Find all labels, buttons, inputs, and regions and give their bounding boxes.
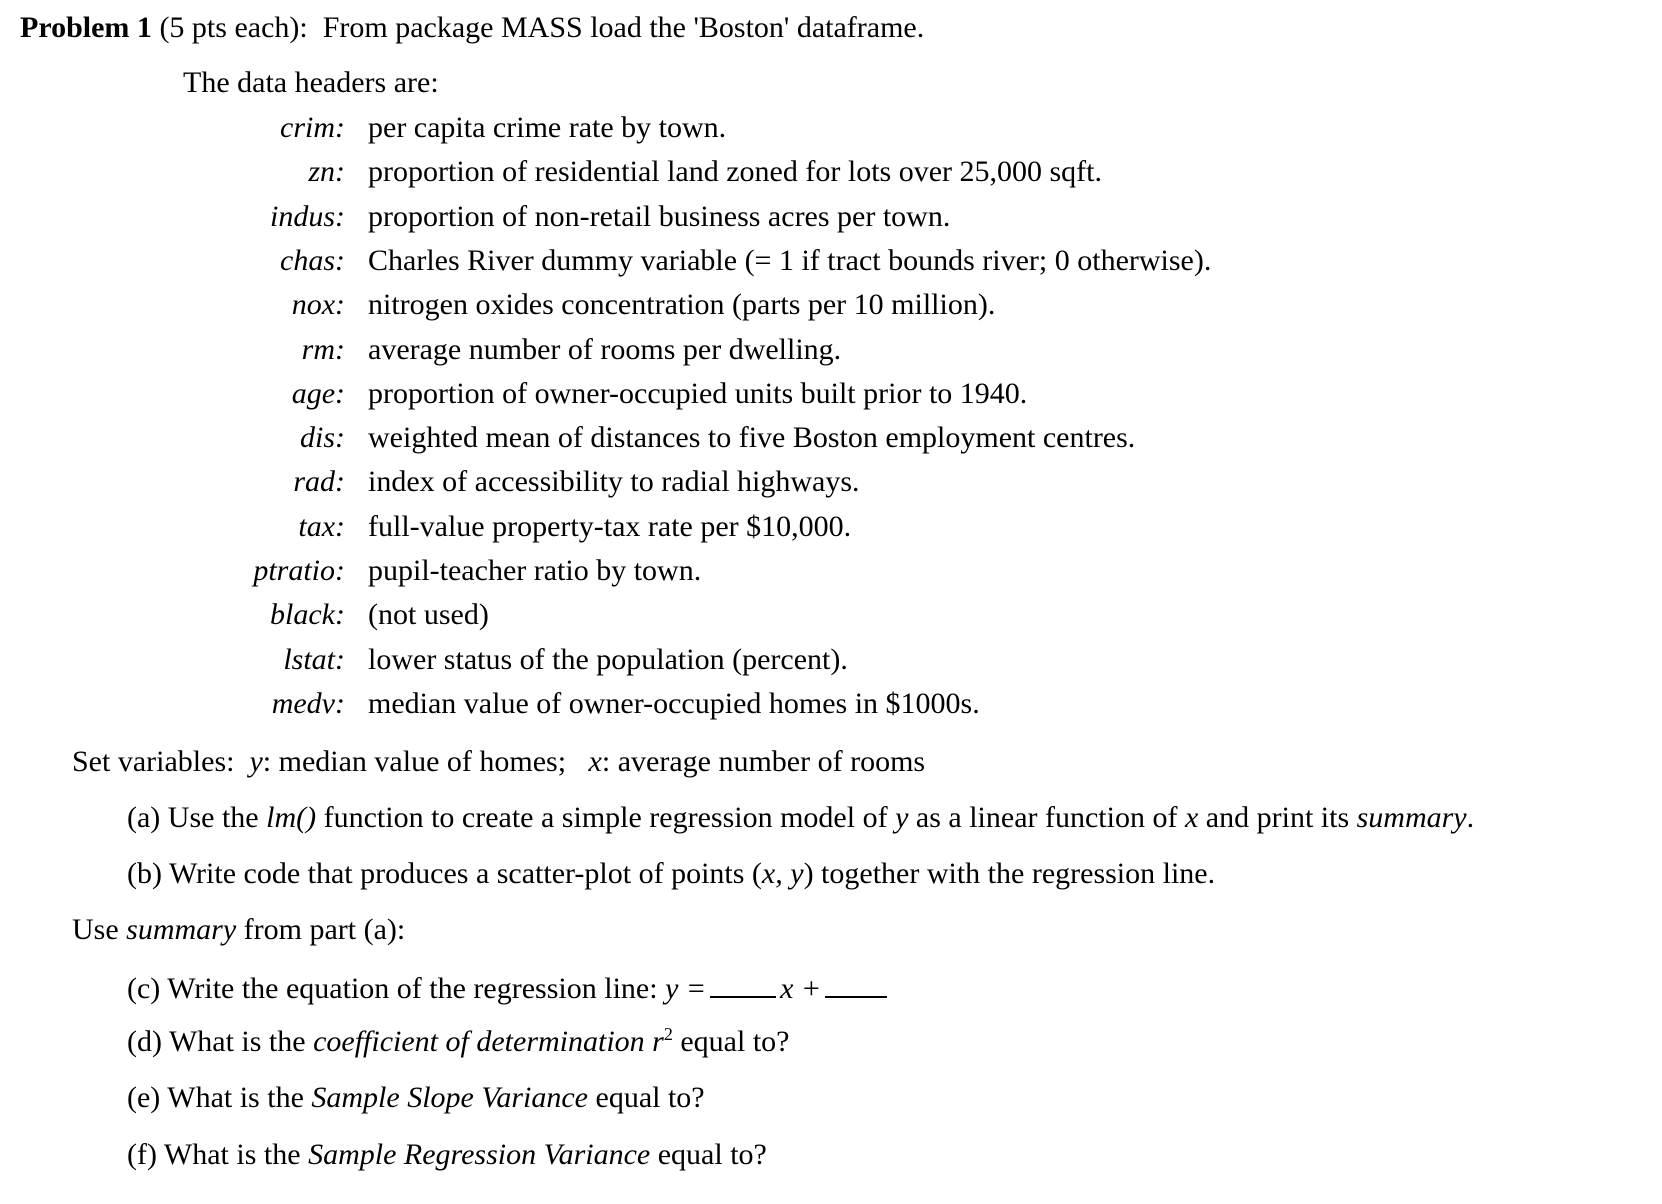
question-f (127, 1137, 767, 1173)
problem-title (20, 10, 924, 46)
set-variables-prefix: Set variables: (72, 745, 235, 778)
lm-function: lm() (266, 801, 317, 834)
x-variable: x (588, 745, 602, 778)
definition-description: proportion of owner-occupied units built prior to 1940. (368, 377, 1028, 410)
definition-name: zn: (308, 155, 345, 188)
y-variable: y (249, 745, 263, 778)
question-d-term: coefficient of determination (313, 1025, 645, 1058)
question-f-text-2: equal to? (650, 1138, 767, 1171)
definition-description: average number of rooms per dwelling. (368, 333, 842, 366)
question-b-xy: x, y (761, 857, 804, 890)
problem-points: (5 pts each): (159, 11, 308, 44)
question-a (127, 800, 1474, 836)
question-e (127, 1080, 705, 1116)
intercept-blank (825, 970, 887, 998)
definition-description: nitrogen oxides concentration (parts per 10 million). (368, 288, 996, 321)
question-a-text-5: . (1466, 801, 1475, 834)
definition-description: proportion of non-retail business acres per town. (368, 200, 951, 233)
question-e-text-1: (e) What is the (127, 1081, 312, 1114)
definition-description: index of accessibility to radial highways. (368, 465, 860, 498)
definition-description: pupil-teacher ratio by town. (368, 554, 702, 587)
definition-name: indus: (270, 200, 345, 233)
use-summary-text-2: from part (a): (236, 913, 406, 946)
question-b-text-2: ) together with the regression line. (803, 857, 1216, 890)
definition-description: proportion of residential land zoned for lots over 25,000 sqft. (368, 155, 1103, 188)
definition-name: dis: (300, 421, 345, 454)
definition-name: black: (270, 598, 345, 631)
x-description: : average number of rooms (601, 745, 926, 778)
question-a-text-2: function to create a simple regression model of (316, 801, 896, 834)
definition-description: median value of owner-occupied homes in $1000s. (368, 687, 980, 720)
question-d (127, 1024, 789, 1060)
equation-x-plus: x + (780, 972, 822, 1005)
question-d-superscript: 2 (663, 1024, 673, 1044)
y-description: : median value of homes; (262, 745, 567, 778)
set-variables-line (72, 744, 925, 780)
question-f-term: Sample Regression Variance (308, 1138, 651, 1171)
definition-name: nox: (291, 288, 345, 321)
problem-label: Problem 1 (20, 11, 152, 44)
definition-name: chas: (280, 244, 345, 277)
definition-name: age: (291, 377, 345, 410)
question-a-text-3: as a linear function of (908, 801, 1185, 834)
question-a-y: y (895, 801, 909, 834)
definition-name: ptratio: (253, 554, 345, 587)
question-d-text-2: equal to? (672, 1025, 790, 1058)
slope-blank (710, 970, 776, 998)
equation-y: y = (665, 972, 707, 1005)
definition-name: crim: (280, 111, 345, 144)
definition-description: per capita crime rate by town. (368, 111, 727, 144)
question-a-text-1: (a) Use the (127, 801, 267, 834)
question-b (127, 856, 1215, 892)
definition-name: medv: (271, 687, 345, 720)
definition-description: Charles River dummy variable (= 1 if tract bounds river; 0 otherwise). (368, 244, 1212, 277)
definition-description: (not used) (368, 598, 489, 631)
question-d-r: r (652, 1025, 664, 1058)
use-summary-term: summary (126, 913, 237, 946)
headers-intro: The data headers are: (183, 66, 439, 99)
use-summary-line (72, 912, 405, 948)
question-c (127, 970, 891, 1007)
question-e-term: Sample Slope Variance (311, 1081, 588, 1114)
definition-name: tax: (298, 510, 345, 543)
question-b-text-1: (b) Write code that produces a scatter-plot of points ( (127, 857, 762, 890)
definition-description: lower status of the population (percent). (368, 643, 848, 676)
definition-name: rad: (293, 465, 345, 498)
problem-instruction: From package MASS load the 'Boston' dataframe. (322, 11, 925, 44)
question-a-text-4: and print its (1198, 801, 1357, 834)
definition-name: lstat: (283, 643, 345, 676)
definition-description: full-value property-tax rate per $10,000. (368, 510, 852, 543)
question-c-text: (c) Write the equation of the regression line: (127, 972, 666, 1005)
definition-name: rm: (301, 333, 345, 366)
question-f-text-1: (f) What is the (127, 1138, 309, 1171)
use-summary-text-1: Use (72, 913, 127, 946)
question-a-summary: summary (1356, 801, 1467, 834)
question-a-x: x (1184, 801, 1199, 834)
definition-description: weighted mean of distances to five Boston employment centres. (368, 421, 1136, 454)
question-d-text-1: (d) What is the (127, 1025, 314, 1058)
question-e-text-2: equal to? (588, 1081, 705, 1114)
